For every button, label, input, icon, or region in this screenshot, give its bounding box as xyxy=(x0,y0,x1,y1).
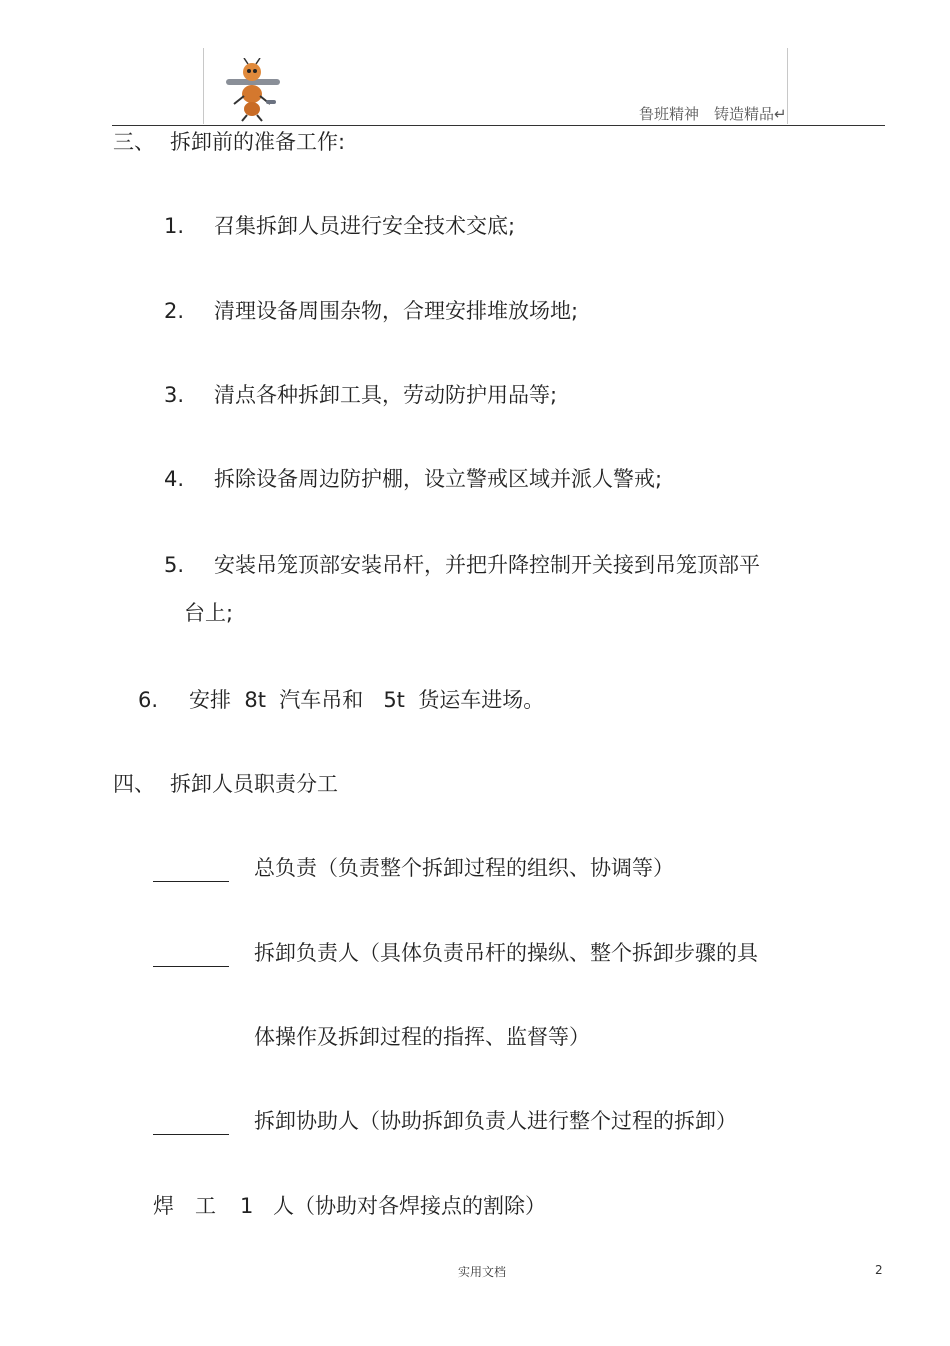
welder-role: 焊 工 xyxy=(153,1194,216,1218)
duty-1-text: 总负责（负责整个拆卸过程的组织、协调等） xyxy=(254,856,674,880)
prep-item-2-text: 清理设备周围杂物，合理安排堆放场地; xyxy=(214,299,579,323)
prep-item-5-number: 5. xyxy=(164,553,185,577)
prep-item-6-text: 安排 8t 汽车吊和 5t 货运车进场。 xyxy=(189,688,545,712)
ant-mascot-logo xyxy=(222,58,286,122)
prep-item-5-text: 安装吊笼顶部安装吊杆，并把升降控制开关接到吊笼顶部平 xyxy=(214,553,760,577)
section-four-number: 四、 xyxy=(113,772,155,796)
header-rule xyxy=(112,125,885,126)
page-number: 2 xyxy=(875,1263,883,1277)
prep-item-2-number: 2. xyxy=(164,299,185,323)
section-three-title: 拆卸前的准备工作: xyxy=(170,130,346,154)
footer-label: 实用文档 xyxy=(458,1265,507,1279)
welder-count: 1 xyxy=(240,1194,254,1218)
header-right-divider xyxy=(787,48,788,124)
duty-2-name-blank xyxy=(153,948,229,967)
duty-1-name-blank xyxy=(153,863,229,882)
section-four-title: 拆卸人员职责分工 xyxy=(170,772,338,796)
prep-item-3-text: 清点各种拆卸工具，劳动防护用品等; xyxy=(214,383,558,407)
prep-item-5-continuation: 台上; xyxy=(184,601,234,625)
header-motto: 鲁班精神 铸造精品↵ xyxy=(639,105,787,123)
duty-2-text: 拆卸负责人（具体负责吊杆的操纵、整个拆卸步骤的具 xyxy=(254,941,758,965)
prep-item-4-text: 拆除设备周边防护棚，设立警戒区域并派人警戒; xyxy=(214,467,663,491)
prep-item-1-number: 1. xyxy=(164,214,185,238)
welder-text: 人（协助对各焊接点的割除） xyxy=(273,1194,546,1218)
duty-3-name-blank xyxy=(153,1116,229,1135)
duty-3-text: 拆卸协助人（协助拆卸负责人进行整个过程的拆卸） xyxy=(254,1109,737,1133)
section-three-number: 三、 xyxy=(113,130,155,154)
prep-item-6-number: 6. xyxy=(138,688,159,712)
prep-item-3-number: 3. xyxy=(164,383,185,407)
duty-2-continuation: 体操作及拆卸过程的指挥、监督等） xyxy=(254,1025,590,1049)
prep-item-1-text: 召集拆卸人员进行安全技术交底; xyxy=(214,214,516,238)
header-left-divider xyxy=(203,48,204,124)
prep-item-4-number: 4. xyxy=(164,467,185,491)
